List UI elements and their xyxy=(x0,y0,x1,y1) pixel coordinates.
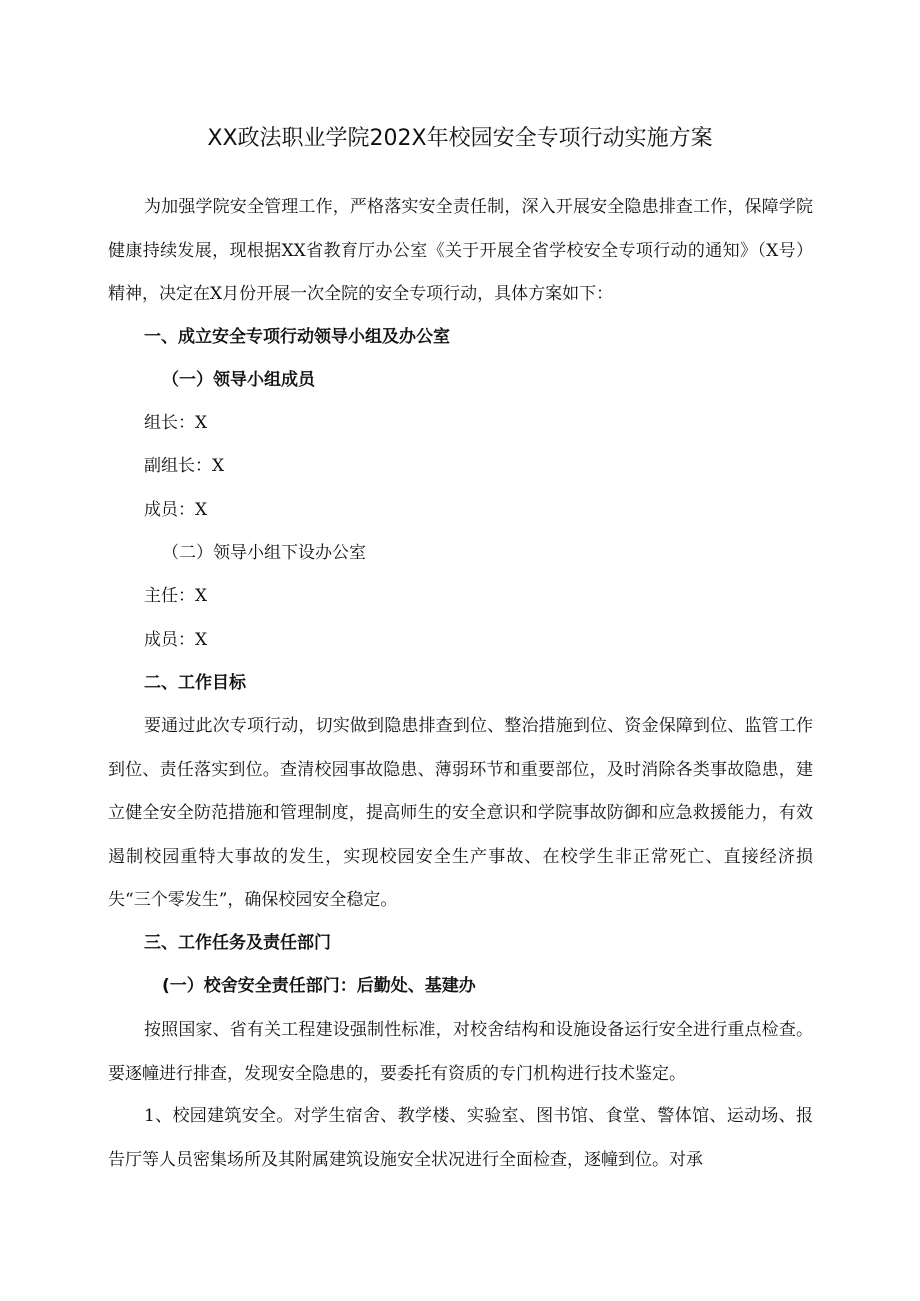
leader-line: 组长：X xyxy=(144,413,208,433)
campus-building-safety-item: 1、校园建筑安全。对学生宿舍、教学楼、实验室、图书馆、食堂、警体馆、运动场、报告厅等人员密集场所及其附属建筑设施安全状况进行全面检查，逐幢到位。对承 xyxy=(108,1106,813,1170)
subsection-heading-1-1: （一）领导小组成员 xyxy=(162,370,315,390)
section-heading-2: 二、工作目标 xyxy=(144,673,246,693)
members-line-2: 成员：X xyxy=(144,630,208,650)
document-title: XX政法职业学院202X年校园安全专项行动实施方案 xyxy=(207,126,713,151)
subsection-heading-1-2: （二）领导小组下设办公室 xyxy=(162,543,366,563)
deputy-leader-line: 副组长：X xyxy=(144,456,225,476)
school-building-paragraph: 按照国家、省有关工程建设强制性标准，对校舍结构和设施设备运行安全进行重点检查。要逐幢进行排查，发现安全隐患的，要委托有资质的专门机构进行技术鉴定。 xyxy=(108,1020,813,1084)
goals-paragraph: 要通过此次专项行动，切实做到隐患排查到位、整治措施到位、资金保障到位、监管工作到位、责任落实到位。查清校园事故隐患、薄弱环节和重要部位，及时消除各类事故隐患，建立健全安全防范措施和管理制度，提高师生的安全意识和学院事故防御和应急救援能力，有效遏制校园重特大事故的发生，实现校园安全生产事故、在校学生非正常死亡、直接经济损失“三个零发生”，确保校园安全稳定。 xyxy=(108,716,813,910)
section-heading-3: 三、工作任务及责任部门 xyxy=(144,933,331,953)
members-line-1: 成员：X xyxy=(144,500,208,520)
director-line: 主任：X xyxy=(144,586,208,606)
subsection-heading-3-1: (一）校舍安全责任部门：后勤处、基建办 xyxy=(162,976,476,996)
intro-paragraph: 为加强学院安全管理工作，严格落实安全责任制，深入开展安全隐患排查工作，保障学院健康持续发展，现根据XX省教育厅办公室《关于开展全省学校安全专项行动的通知》（X号）精神，决定在X月份开展一次全院的安全专项行动，具体方案如下： xyxy=(108,197,813,304)
section-heading-1: 一、成立安全专项行动领导小组及办公室 xyxy=(144,327,450,347)
